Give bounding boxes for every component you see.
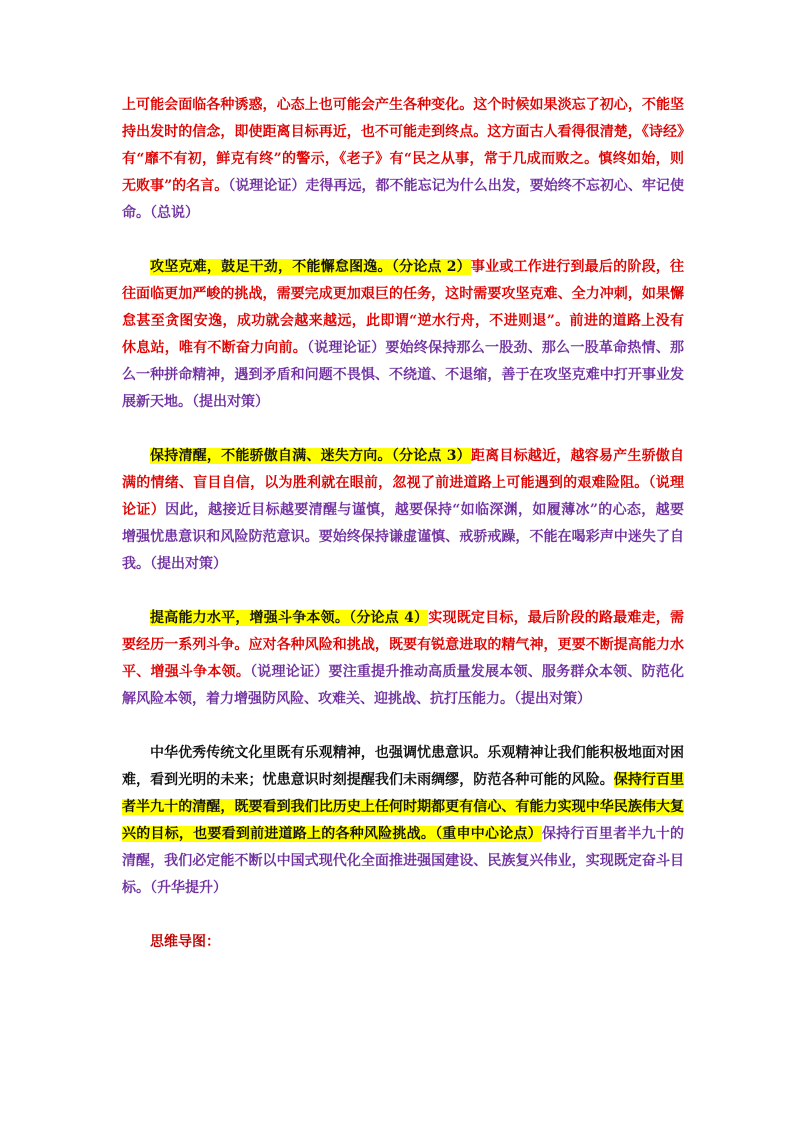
sub-argument-4: 提高能力水平，增强斗争本领。	[150, 610, 350, 626]
sub-argument-tag-2: （分论点 2）	[391, 259, 471, 275]
sub-argument-tag-4: （分论点 4）	[349, 610, 429, 626]
reasoning-text: 上可能会面临各种诱惑，心态上也可能会产生各种变化。这个时候如果淡忘了初心，不能坚持出发时的信念，即使距离目标再近，也不可能走到终点。这方面古人看得很清楚，《诗经》有“靡不有初，鲜克有终”的警示，《老子》有“民之从事，常于几成而败之。慎终如始，则无败事”的名言。	[122, 97, 684, 194]
argument-tag: （说理论证）	[122, 475, 685, 518]
countermeasure-text: 因此，越接近目标越要清醒与谨慎，越要保持“如临深渊，如履薄冰”的心态，越要增强忧患意识和风险防范意识。要始终保持谦虚谨慎、戒骄戒躁，不能在喝彩声中迷失了自我。	[122, 502, 685, 572]
reasoning-text: 事业或工作进行到最后的阶段，往往面临更加严峻的挑战，需要完成更加艰巨的任务，这时需要攻坚克难、全力冲刺，如果懈怠甚至贪图安逸，成功就会越来越远，此即谓“逆水行舟，不进则退”。前进的道路上没有休息站，唯有不断奋力向前。	[122, 259, 685, 356]
paragraph-summary	[122, 92, 684, 227]
conclusion-text: 走得再远，都不能忘记为什么出发，要始终不忘初心、牢记使命。	[122, 178, 684, 221]
reasoning-text: 距离目标越近，越容易产生骄傲自满的情绪、盲目自信，以为胜利就在眼前，忽视了前进道路上可能遇到的艰难险阻。	[122, 448, 685, 491]
countermeasure-tag: （提出对策）	[150, 556, 227, 572]
central-argument-tag: （重申中心论点）	[435, 826, 542, 842]
countermeasure-text: 要始终保持那么一股劲、那么一股革命热情、那么一种拼命精神，遇到矛盾和问题不畏惧、不绕道、不退缩，善于在攻坚克难中打开事业发展新天地。	[122, 340, 685, 410]
argument-tag: （说理论证）	[250, 664, 329, 680]
paragraph-point-3	[122, 443, 684, 578]
intro-text: 中华优秀传统文化里既有乐观精神，也强调忧患意识。乐观精神让我们能积极地面对困难，看到光明的未来；忧患意识时刻提醒我们未雨绸缪，防范各种可能的风险。	[122, 745, 684, 788]
sub-argument-3: 保持清醒，不能骄傲自满、迷失方向。	[150, 448, 392, 464]
reasoning-text: 实现既定目标，最后阶段的路最难走，需要经历一系列斗争。应对各种风险和挑战，既要有锐意进取的精气神，更要不断提高能力水平、增强斗争本领。	[122, 610, 685, 680]
argument-tag: （说理论证）	[307, 340, 386, 356]
paragraph-conclusion	[122, 740, 684, 902]
countermeasure-tag: （提出对策）	[192, 394, 269, 410]
countermeasure-tag: （提出对策）	[514, 691, 591, 707]
section-tag: （总说）	[150, 205, 199, 221]
argument-tag: （说理论证）	[228, 178, 306, 194]
mindmap-label: 思维导图：	[150, 934, 220, 950]
sub-argument-tag-3: （分论点 3）	[391, 448, 471, 464]
sub-argument-2: 攻坚克难，鼓足干劲，不能懈怠图逸。	[150, 259, 392, 275]
countermeasure-text: 要注重提升推动高质量发展本领、服务群众本领、防范化解风险本领，着力增强防风险、攻难关、迎挑战、抗打压能力。	[122, 664, 685, 707]
closing-text: 保持行百里者半九十的清醒，我们必定能不断以中国式现代化全面推进强国建设、民族复兴伟业，实现既定奋斗目标。	[122, 826, 685, 896]
closing-tag: （升华提升）	[150, 880, 227, 896]
paragraph-point-4	[122, 605, 684, 713]
paragraph-point-2	[122, 254, 684, 416]
central-argument: 保持行百里者半九十的清醒，既要看到我们比历史上任何时期都更有信心、有能力实现中华民族伟大复兴的目标，也要看到前进道路上的各种风险挑战。	[122, 772, 685, 842]
document-body	[122, 92, 684, 956]
